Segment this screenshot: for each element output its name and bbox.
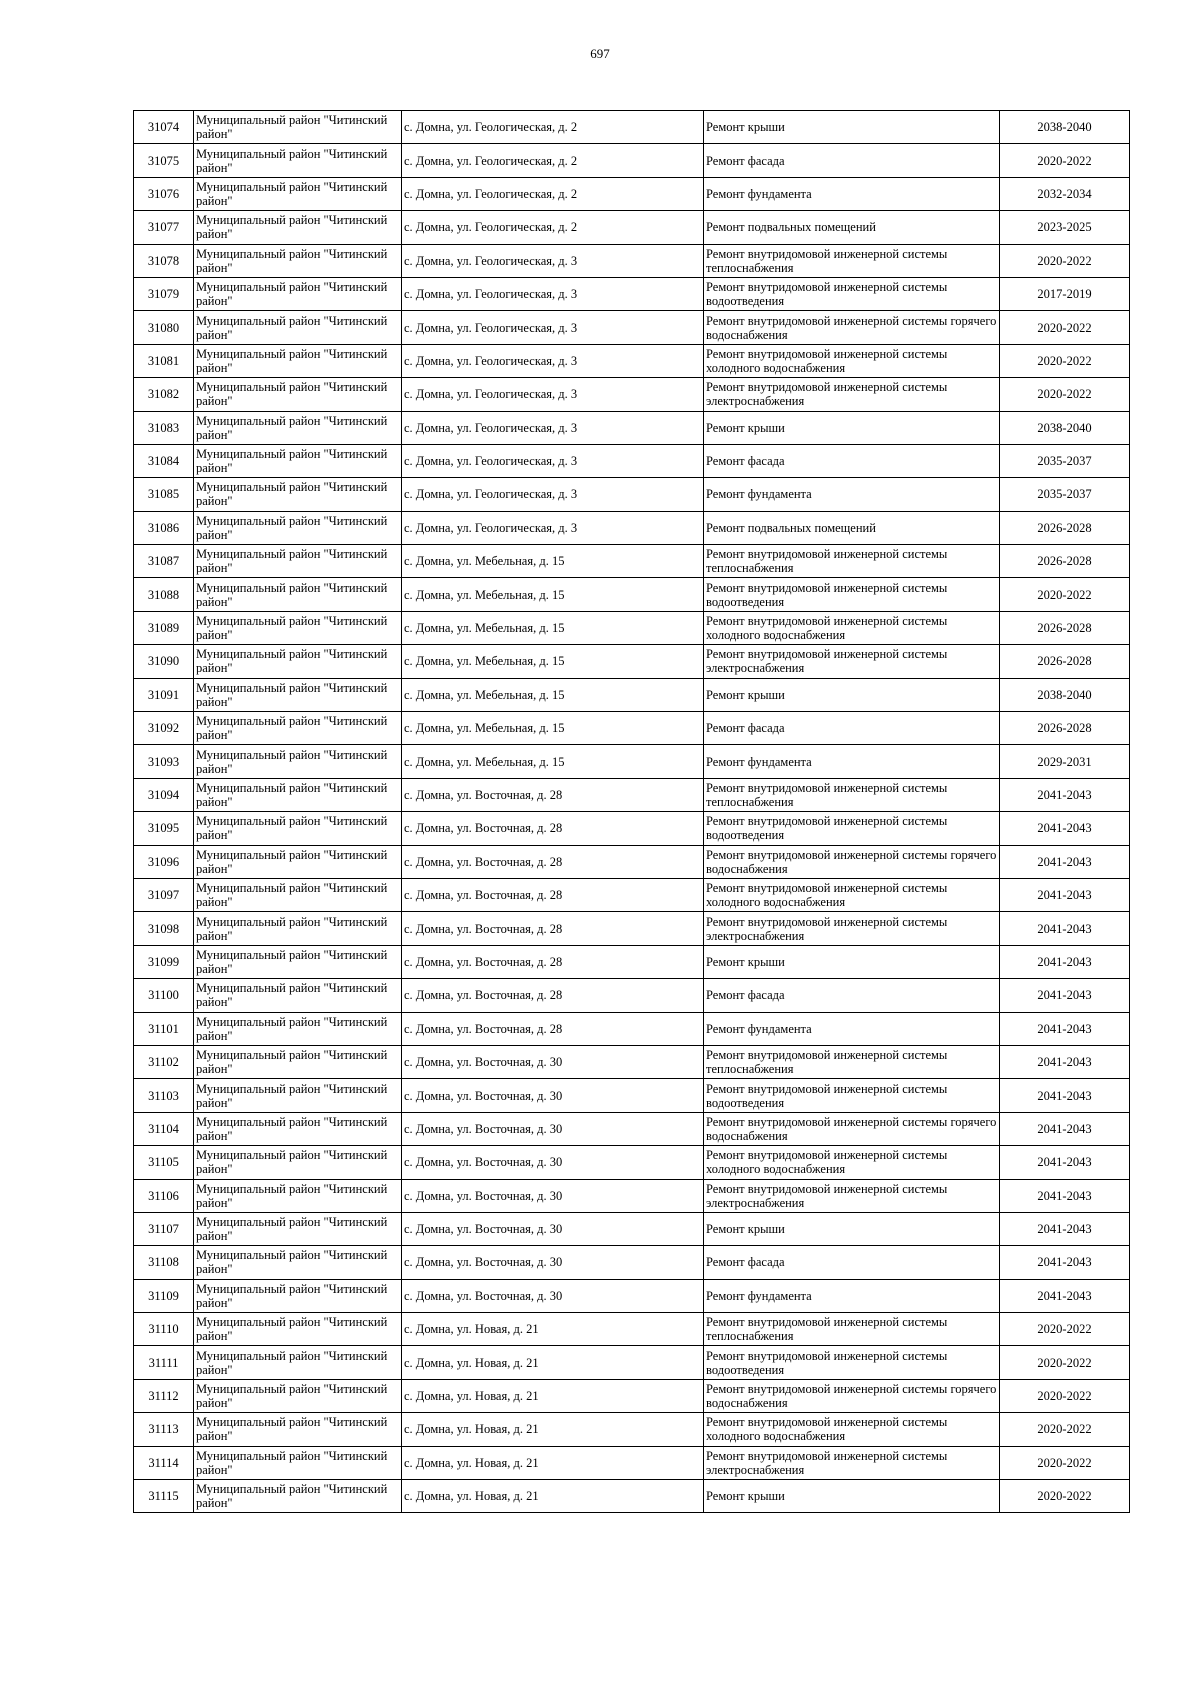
period-cell: 2026-2028 xyxy=(1000,611,1130,644)
municipality-cell: Муниципальный район "Читинский район" xyxy=(194,778,402,811)
municipality-cell: Муниципальный район "Читинский район" xyxy=(194,1480,402,1513)
row-number: 31104 xyxy=(134,1112,194,1145)
table-row xyxy=(134,1313,1130,1346)
work-type-cell: Ремонт фундамента xyxy=(704,1012,1000,1045)
row-number: 31096 xyxy=(134,845,194,878)
work-type-cell: Ремонт фундамента xyxy=(704,177,1000,210)
work-type-cell: Ремонт подвальных помещений xyxy=(704,511,1000,544)
address-cell: с. Домна, ул. Восточная, д. 30 xyxy=(402,1246,704,1279)
municipality-cell: Муниципальный район "Читинский район" xyxy=(194,1112,402,1145)
page-number: 697 xyxy=(590,46,610,61)
period-cell: 2026-2028 xyxy=(1000,545,1130,578)
row-number: 31112 xyxy=(134,1379,194,1412)
address-cell: с. Домна, ул. Геологическая, д. 3 xyxy=(402,511,704,544)
period-cell: 2020-2022 xyxy=(1000,311,1130,344)
work-type-cell: Ремонт внутридомовой инженерной системы горячего водоснабжения xyxy=(704,845,1000,878)
table-row xyxy=(134,545,1130,578)
address-cell: с. Домна, ул. Восточная, д. 28 xyxy=(402,778,704,811)
table-row xyxy=(134,1480,1130,1513)
municipality-cell: Муниципальный район "Читинский район" xyxy=(194,1346,402,1379)
address-cell: с. Домна, ул. Геологическая, д. 2 xyxy=(402,211,704,244)
period-cell: 2041-2043 xyxy=(1000,878,1130,911)
address-cell: с. Домна, ул. Восточная, д. 30 xyxy=(402,1112,704,1145)
work-type-cell: Ремонт крыши xyxy=(704,678,1000,711)
table-row xyxy=(134,1413,1130,1446)
municipality-cell: Муниципальный район "Читинский район" xyxy=(194,211,402,244)
period-cell: 2041-2043 xyxy=(1000,1079,1130,1112)
work-type-cell: Ремонт внутридомовой инженерной системы водоотведения xyxy=(704,1079,1000,1112)
table-row xyxy=(134,1179,1130,1212)
address-cell: с. Домна, ул. Геологическая, д. 3 xyxy=(402,311,704,344)
address-cell: с. Домна, ул. Новая, д. 21 xyxy=(402,1379,704,1412)
table-row xyxy=(134,144,1130,177)
table-row xyxy=(134,1079,1130,1112)
address-cell: с. Домна, ул. Восточная, д. 30 xyxy=(402,1179,704,1212)
address-cell: с. Домна, ул. Геологическая, д. 2 xyxy=(402,177,704,210)
row-number: 31111 xyxy=(134,1346,194,1379)
work-type-cell: Ремонт внутридомовой инженерной системы электроснабжения xyxy=(704,1446,1000,1479)
municipality-cell: Муниципальный район "Читинский район" xyxy=(194,945,402,978)
work-type-cell: Ремонт внутридомовой инженерной системы теплоснабжения xyxy=(704,1313,1000,1346)
municipality-cell: Муниципальный район "Читинский район" xyxy=(194,411,402,444)
table-row xyxy=(134,1012,1130,1045)
row-number: 31102 xyxy=(134,1045,194,1078)
table-row xyxy=(134,411,1130,444)
table-row xyxy=(134,311,1130,344)
address-cell: с. Домна, ул. Геологическая, д. 3 xyxy=(402,411,704,444)
table-row xyxy=(134,1346,1130,1379)
work-type-cell: Ремонт фасада xyxy=(704,979,1000,1012)
address-cell: с. Домна, ул. Мебельная, д. 15 xyxy=(402,712,704,745)
address-cell: с. Домна, ул. Восточная, д. 28 xyxy=(402,945,704,978)
work-type-cell: Ремонт крыши xyxy=(704,945,1000,978)
table-row xyxy=(134,645,1130,678)
row-number: 31101 xyxy=(134,1012,194,1045)
work-type-cell: Ремонт внутридомовой инженерной системы холодного водоснабжения xyxy=(704,1413,1000,1446)
work-type-cell: Ремонт внутридомовой инженерной системы водоотведения xyxy=(704,1346,1000,1379)
table-row xyxy=(134,1146,1130,1179)
row-number: 31088 xyxy=(134,578,194,611)
address-cell: с. Домна, ул. Геологическая, д. 2 xyxy=(402,144,704,177)
municipality-cell: Муниципальный район "Читинский район" xyxy=(194,578,402,611)
work-type-cell: Ремонт крыши xyxy=(704,1212,1000,1245)
period-cell: 2041-2043 xyxy=(1000,845,1130,878)
table-row xyxy=(134,812,1130,845)
period-cell: 2035-2037 xyxy=(1000,478,1130,511)
municipality-cell: Муниципальный район "Читинский район" xyxy=(194,1146,402,1179)
address-cell: с. Домна, ул. Восточная, д. 28 xyxy=(402,1012,704,1045)
municipality-cell: Муниципальный район "Читинский район" xyxy=(194,1045,402,1078)
period-cell: 2017-2019 xyxy=(1000,277,1130,310)
period-cell: 2023-2025 xyxy=(1000,211,1130,244)
row-number: 31107 xyxy=(134,1212,194,1245)
address-cell: с. Домна, ул. Геологическая, д. 3 xyxy=(402,344,704,377)
period-cell: 2026-2028 xyxy=(1000,511,1130,544)
work-type-cell: Ремонт внутридомовой инженерной системы холодного водоснабжения xyxy=(704,344,1000,377)
row-number: 31082 xyxy=(134,378,194,411)
work-type-cell: Ремонт крыши xyxy=(704,1480,1000,1513)
period-cell: 2020-2022 xyxy=(1000,1446,1130,1479)
period-cell: 2020-2022 xyxy=(1000,244,1130,277)
period-cell: 2041-2043 xyxy=(1000,1045,1130,1078)
period-cell: 2029-2031 xyxy=(1000,745,1130,778)
table-row xyxy=(134,111,1130,144)
row-number: 31103 xyxy=(134,1079,194,1112)
period-cell: 2020-2022 xyxy=(1000,1413,1130,1446)
work-type-cell: Ремонт подвальных помещений xyxy=(704,211,1000,244)
period-cell: 2020-2022 xyxy=(1000,578,1130,611)
municipality-cell: Муниципальный район "Читинский район" xyxy=(194,1179,402,1212)
table-row xyxy=(134,277,1130,310)
municipality-cell: Муниципальный район "Читинский район" xyxy=(194,745,402,778)
row-number: 31079 xyxy=(134,277,194,310)
period-cell: 2038-2040 xyxy=(1000,678,1130,711)
work-type-cell: Ремонт внутридомовой инженерной системы электроснабжения xyxy=(704,1179,1000,1212)
table-body xyxy=(134,111,1130,1513)
table-row xyxy=(134,211,1130,244)
work-type-cell: Ремонт внутридомовой инженерной системы теплоснабжения xyxy=(704,1045,1000,1078)
row-number: 31100 xyxy=(134,979,194,1012)
table-row xyxy=(134,511,1130,544)
municipality-cell: Муниципальный район "Читинский район" xyxy=(194,144,402,177)
work-type-cell: Ремонт внутридомовой инженерной системы горячего водоснабжения xyxy=(704,1112,1000,1145)
municipality-cell: Муниципальный район "Читинский район" xyxy=(194,344,402,377)
row-number: 31108 xyxy=(134,1246,194,1279)
period-cell: 2020-2022 xyxy=(1000,1379,1130,1412)
municipality-cell: Муниципальный район "Читинский район" xyxy=(194,1413,402,1446)
period-cell: 2035-2037 xyxy=(1000,444,1130,477)
municipality-cell: Муниципальный район "Читинский район" xyxy=(194,478,402,511)
row-number: 31090 xyxy=(134,645,194,678)
address-cell: с. Домна, ул. Новая, д. 21 xyxy=(402,1480,704,1513)
municipality-cell: Муниципальный район "Читинский район" xyxy=(194,912,402,945)
row-number: 31114 xyxy=(134,1446,194,1479)
row-number: 31080 xyxy=(134,311,194,344)
work-type-cell: Ремонт внутридомовой инженерной системы электроснабжения xyxy=(704,912,1000,945)
period-cell: 2020-2022 xyxy=(1000,1313,1130,1346)
row-number: 31085 xyxy=(134,478,194,511)
period-cell: 2041-2043 xyxy=(1000,1179,1130,1212)
row-number: 31074 xyxy=(134,111,194,144)
work-type-cell: Ремонт крыши xyxy=(704,111,1000,144)
address-cell: с. Домна, ул. Восточная, д. 28 xyxy=(402,878,704,911)
work-type-cell: Ремонт внутридомовой инженерной системы теплоснабжения xyxy=(704,778,1000,811)
work-type-cell: Ремонт фундамента xyxy=(704,745,1000,778)
table-row xyxy=(134,945,1130,978)
work-type-cell: Ремонт внутридомовой инженерной системы водоотведения xyxy=(704,277,1000,310)
municipality-cell: Муниципальный район "Читинский район" xyxy=(194,845,402,878)
period-cell: 2041-2043 xyxy=(1000,1112,1130,1145)
row-number: 31083 xyxy=(134,411,194,444)
row-number: 31075 xyxy=(134,144,194,177)
work-type-cell: Ремонт фасада xyxy=(704,1246,1000,1279)
row-number: 31113 xyxy=(134,1413,194,1446)
work-type-cell: Ремонт внутридомовой инженерной системы водоотведения xyxy=(704,812,1000,845)
row-number: 31092 xyxy=(134,712,194,745)
municipality-cell: Муниципальный район "Читинский район" xyxy=(194,678,402,711)
municipality-cell: Муниципальный район "Читинский район" xyxy=(194,979,402,1012)
table-row xyxy=(134,1246,1130,1279)
address-cell: с. Домна, ул. Геологическая, д. 3 xyxy=(402,478,704,511)
period-cell: 2041-2043 xyxy=(1000,1212,1130,1245)
address-cell: с. Домна, ул. Новая, д. 21 xyxy=(402,1446,704,1479)
period-cell: 2041-2043 xyxy=(1000,1012,1130,1045)
row-number: 31099 xyxy=(134,945,194,978)
period-cell: 2032-2034 xyxy=(1000,177,1130,210)
address-cell: с. Домна, ул. Новая, д. 21 xyxy=(402,1413,704,1446)
table-row xyxy=(134,778,1130,811)
address-cell: с. Домна, ул. Восточная, д. 28 xyxy=(402,979,704,1012)
period-cell: 2041-2043 xyxy=(1000,812,1130,845)
address-cell: с. Домна, ул. Восточная, д. 30 xyxy=(402,1279,704,1312)
address-cell: с. Домна, ул. Восточная, д. 28 xyxy=(402,812,704,845)
address-cell: с. Домна, ул. Мебельная, д. 15 xyxy=(402,678,704,711)
row-number: 31081 xyxy=(134,344,194,377)
table-row xyxy=(134,378,1130,411)
work-type-cell: Ремонт фундамента xyxy=(704,1279,1000,1312)
period-cell: 2041-2043 xyxy=(1000,1279,1130,1312)
period-cell: 2026-2028 xyxy=(1000,645,1130,678)
municipality-cell: Муниципальный район "Читинский район" xyxy=(194,511,402,544)
period-cell: 2026-2028 xyxy=(1000,712,1130,745)
work-type-cell: Ремонт крыши xyxy=(704,411,1000,444)
municipality-cell: Муниципальный район "Читинский район" xyxy=(194,1012,402,1045)
row-number: 31077 xyxy=(134,211,194,244)
table-row xyxy=(134,1279,1130,1312)
period-cell: 2038-2040 xyxy=(1000,411,1130,444)
address-cell: с. Домна, ул. Новая, д. 21 xyxy=(402,1313,704,1346)
municipality-cell: Муниципальный район "Читинский район" xyxy=(194,1246,402,1279)
period-cell: 2041-2043 xyxy=(1000,778,1130,811)
municipality-cell: Муниципальный район "Читинский район" xyxy=(194,645,402,678)
table-row xyxy=(134,912,1130,945)
row-number: 31084 xyxy=(134,444,194,477)
work-type-cell: Ремонт внутридомовой инженерной системы электроснабжения xyxy=(704,378,1000,411)
row-number: 31091 xyxy=(134,678,194,711)
row-number: 31110 xyxy=(134,1313,194,1346)
row-number: 31078 xyxy=(134,244,194,277)
address-cell: с. Домна, ул. Восточная, д. 28 xyxy=(402,912,704,945)
row-number: 31105 xyxy=(134,1146,194,1179)
address-cell: с. Домна, ул. Мебельная, д. 15 xyxy=(402,611,704,644)
table-row xyxy=(134,745,1130,778)
work-type-cell: Ремонт внутридомовой инженерной системы горячего водоснабжения xyxy=(704,311,1000,344)
work-type-cell: Ремонт фасада xyxy=(704,712,1000,745)
municipality-cell: Муниципальный район "Читинский район" xyxy=(194,378,402,411)
row-number: 31098 xyxy=(134,912,194,945)
table-row xyxy=(134,444,1130,477)
period-cell: 2041-2043 xyxy=(1000,979,1130,1012)
municipality-cell: Муниципальный район "Читинский район" xyxy=(194,111,402,144)
municipality-cell: Муниципальный район "Читинский район" xyxy=(194,712,402,745)
address-cell: с. Домна, ул. Геологическая, д. 2 xyxy=(402,111,704,144)
table-row xyxy=(134,344,1130,377)
work-type-cell: Ремонт фасада xyxy=(704,144,1000,177)
work-type-cell: Ремонт внутридомовой инженерной системы теплоснабжения xyxy=(704,545,1000,578)
municipality-cell: Муниципальный район "Читинский район" xyxy=(194,1313,402,1346)
address-cell: с. Домна, ул. Восточная, д. 30 xyxy=(402,1079,704,1112)
row-number: 31115 xyxy=(134,1480,194,1513)
row-number: 31109 xyxy=(134,1279,194,1312)
address-cell: с. Домна, ул. Геологическая, д. 3 xyxy=(402,277,704,310)
address-cell: с. Домна, ул. Геологическая, д. 3 xyxy=(402,378,704,411)
table-row xyxy=(134,177,1130,210)
address-cell: с. Домна, ул. Мебельная, д. 15 xyxy=(402,578,704,611)
municipality-cell: Муниципальный район "Читинский район" xyxy=(194,277,402,310)
row-number: 31106 xyxy=(134,1179,194,1212)
municipality-cell: Муниципальный район "Читинский район" xyxy=(194,878,402,911)
table-row xyxy=(134,1212,1130,1245)
municipality-cell: Муниципальный район "Читинский район" xyxy=(194,177,402,210)
municipality-cell: Муниципальный район "Читинский район" xyxy=(194,1446,402,1479)
municipality-cell: Муниципальный район "Читинский район" xyxy=(194,545,402,578)
municipality-cell: Муниципальный район "Читинский район" xyxy=(194,812,402,845)
municipality-cell: Муниципальный район "Читинский район" xyxy=(194,1379,402,1412)
address-cell: с. Домна, ул. Восточная, д. 30 xyxy=(402,1146,704,1179)
table-row xyxy=(134,578,1130,611)
row-number: 31093 xyxy=(134,745,194,778)
address-cell: с. Домна, ул. Мебельная, д. 15 xyxy=(402,645,704,678)
table-row xyxy=(134,712,1130,745)
table-row xyxy=(134,878,1130,911)
table-row xyxy=(134,478,1130,511)
row-number: 31095 xyxy=(134,812,194,845)
work-type-cell: Ремонт внутридомовой инженерной системы холодного водоснабжения xyxy=(704,611,1000,644)
work-type-cell: Ремонт внутридомовой инженерной системы водоотведения xyxy=(704,578,1000,611)
work-type-cell: Ремонт внутридомовой инженерной системы горячего водоснабжения xyxy=(704,1379,1000,1412)
municipality-cell: Муниципальный район "Читинский район" xyxy=(194,1279,402,1312)
period-cell: 2020-2022 xyxy=(1000,1480,1130,1513)
work-type-cell: Ремонт внутридомовой инженерной системы электроснабжения xyxy=(704,645,1000,678)
address-cell: с. Домна, ул. Геологическая, д. 3 xyxy=(402,244,704,277)
table-row xyxy=(134,611,1130,644)
row-number: 31076 xyxy=(134,177,194,210)
row-number: 31094 xyxy=(134,778,194,811)
period-cell: 2041-2043 xyxy=(1000,912,1130,945)
period-cell: 2020-2022 xyxy=(1000,144,1130,177)
row-number: 31089 xyxy=(134,611,194,644)
table-row xyxy=(134,979,1130,1012)
repair-schedule-table xyxy=(133,110,1130,1513)
row-number: 31087 xyxy=(134,545,194,578)
table-row xyxy=(134,1446,1130,1479)
table-row xyxy=(134,244,1130,277)
address-cell: с. Домна, ул. Восточная, д. 30 xyxy=(402,1212,704,1245)
address-cell: с. Домна, ул. Восточная, д. 30 xyxy=(402,1045,704,1078)
work-type-cell: Ремонт фасада xyxy=(704,444,1000,477)
period-cell: 2041-2043 xyxy=(1000,1246,1130,1279)
table-row xyxy=(134,1045,1130,1078)
period-cell: 2020-2022 xyxy=(1000,1346,1130,1379)
period-cell: 2041-2043 xyxy=(1000,945,1130,978)
work-type-cell: Ремонт внутридомовой инженерной системы теплоснабжения xyxy=(704,244,1000,277)
period-cell: 2041-2043 xyxy=(1000,1146,1130,1179)
table-row xyxy=(134,1112,1130,1145)
work-type-cell: Ремонт внутридомовой инженерной системы холодного водоснабжения xyxy=(704,1146,1000,1179)
municipality-cell: Муниципальный район "Читинский район" xyxy=(194,1079,402,1112)
address-cell: с. Домна, ул. Мебельная, д. 15 xyxy=(402,745,704,778)
address-cell: с. Домна, ул. Мебельная, д. 15 xyxy=(402,545,704,578)
municipality-cell: Муниципальный район "Читинский район" xyxy=(194,311,402,344)
row-number: 31097 xyxy=(134,878,194,911)
period-cell: 2038-2040 xyxy=(1000,111,1130,144)
table-row xyxy=(134,1379,1130,1412)
address-cell: с. Домна, ул. Геологическая, д. 3 xyxy=(402,444,704,477)
address-cell: с. Домна, ул. Новая, д. 21 xyxy=(402,1346,704,1379)
municipality-cell: Муниципальный район "Читинский район" xyxy=(194,611,402,644)
row-number: 31086 xyxy=(134,511,194,544)
work-type-cell: Ремонт фундамента xyxy=(704,478,1000,511)
municipality-cell: Муниципальный район "Читинский район" xyxy=(194,444,402,477)
period-cell: 2020-2022 xyxy=(1000,344,1130,377)
municipality-cell: Муниципальный район "Читинский район" xyxy=(194,1212,402,1245)
municipality-cell: Муниципальный район "Читинский район" xyxy=(194,244,402,277)
address-cell: с. Домна, ул. Восточная, д. 28 xyxy=(402,845,704,878)
table-row xyxy=(134,845,1130,878)
period-cell: 2020-2022 xyxy=(1000,378,1130,411)
work-type-cell: Ремонт внутридомовой инженерной системы холодного водоснабжения xyxy=(704,878,1000,911)
table-row xyxy=(134,678,1130,711)
